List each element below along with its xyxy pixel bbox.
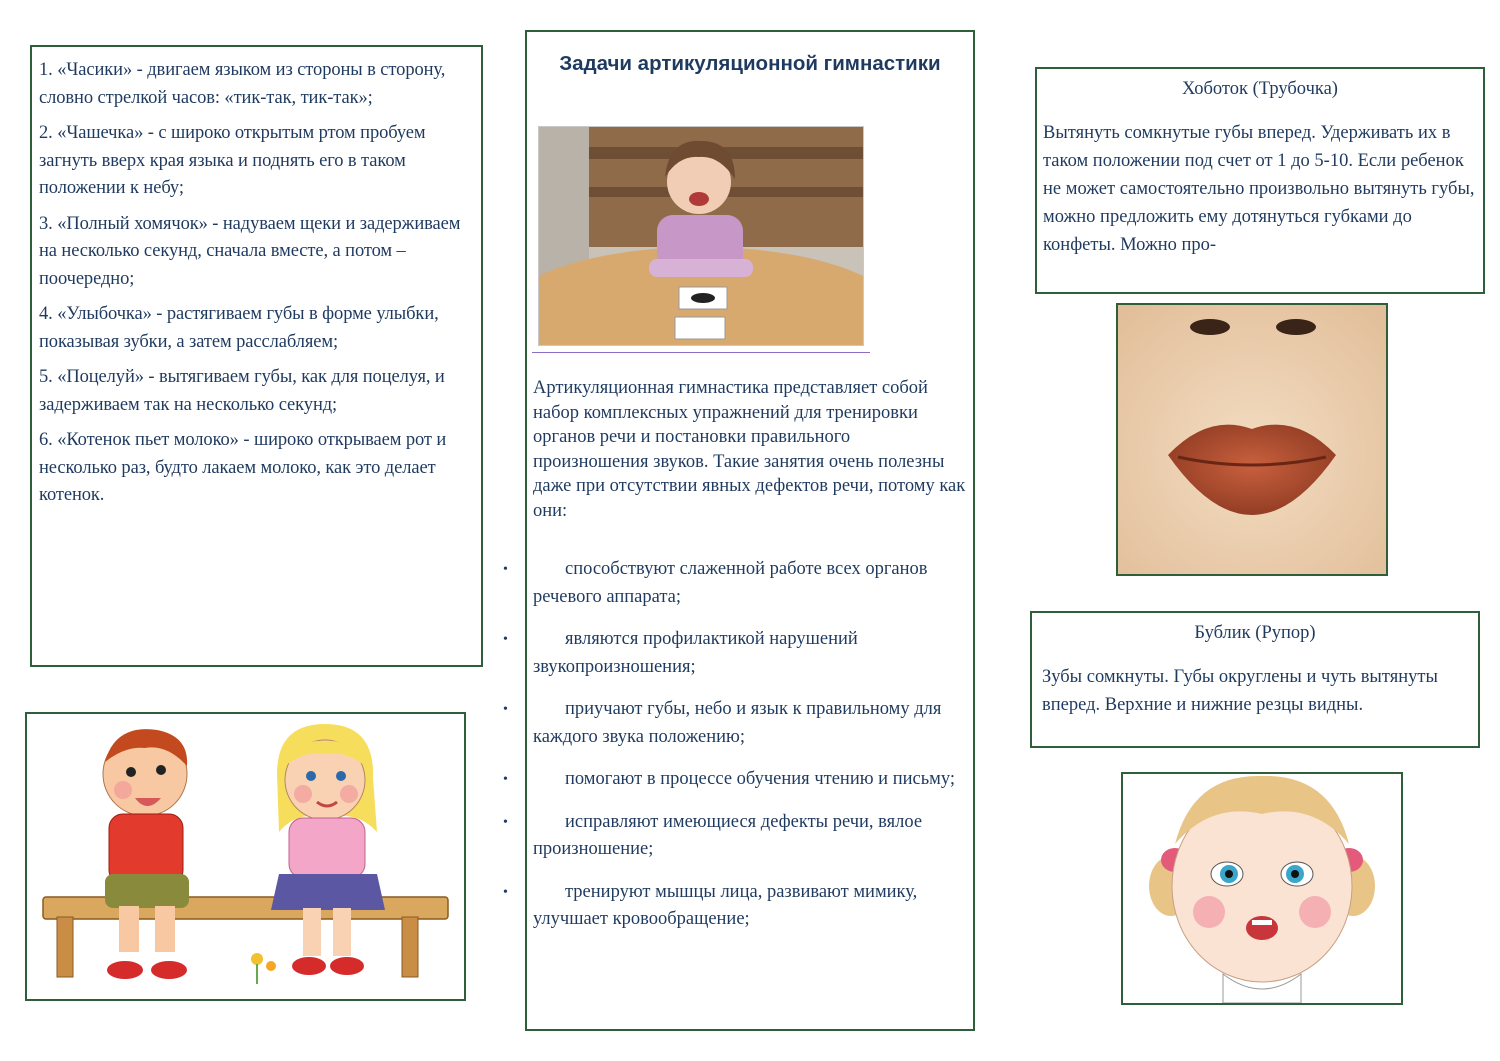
list-item: • являются профилактикой нарушений звукопроизношения; <box>533 626 969 681</box>
center-column <box>503 30 975 1031</box>
exercise-item-5: 5. «Поцелуй» - вытягиваем губы, как для поцелуя, и задерживаем так на несколько секунд; <box>39 367 445 415</box>
bullet-icon: • <box>503 632 508 647</box>
lips-photo <box>1116 303 1388 576</box>
exercise-item-2: 2. «Чашечка» - с широко открытым ртом пробуем загнуть вверх края языка и поднять его в таком положении к небу; <box>39 123 426 198</box>
bullet-icon: • <box>503 772 508 787</box>
list-item: • приучают губы, небо и язык к правильному для каждого звука положению; <box>533 696 969 751</box>
tube-text: Вытянуть сомкнутые губы вперед. Удерживать их в таком положении под счет от 1 до 5-10. Если ребенок не может самостоятельно произвольно вытянуть губы, можно предложить ему дотянуться губками до конфеты. Можно про- <box>1043 123 1475 255</box>
bullet-icon: • <box>503 702 508 717</box>
page-title: Задачи артикуляционной гимнастики <box>559 52 941 75</box>
exercises-box <box>30 45 483 667</box>
list-item: • исправляют имеющиеся дефекты речи, вялое произношение; <box>533 809 969 864</box>
bagel-text: Зубы сомкнуты. Губы округлены и чуть вытянуты вперед. Верхние и нижние резцы видны. <box>1042 667 1438 715</box>
exercise-item-3: 3. «Полный хомячок» - надуваем щеки и задерживаем на несколько секунд, сначала вместе, а потом – поочередно; <box>39 213 461 289</box>
kids-on-bench-illustration <box>25 712 466 1001</box>
exercise-item-4: 4. «Улыбочка» - растягиваем губы в форме улыбки, показывая зубки, а затем расслабляем; <box>39 304 439 352</box>
bullet-icon: • <box>503 562 508 577</box>
bagel-title: Бублик (Рупор) <box>1194 623 1316 643</box>
exercise-item-6: 6. «Котенок пьет молоко» - широко открываем рот и несколько раз, будто лакаем молоко, как это делает котенок. <box>39 430 447 505</box>
list-item: • тренируют мышцы лица, развивают мимику, улучшает кровообращение; <box>533 879 969 934</box>
tube-exercise-box <box>1035 67 1485 294</box>
bullet-icon: • <box>503 814 508 830</box>
bagel-exercise-box <box>1030 611 1480 748</box>
intro-paragraph: Артикуляционная гимнастика представляет собой набор комплексных упражнений для тренировки органов речи и постановки правильного произношения звуков. Такие занятия очень полезны даже при отсутствии явных дефектов речи, потому как они: <box>533 378 966 521</box>
girl-illustration <box>1121 772 1403 1005</box>
benefits-list <box>503 556 969 949</box>
child-photo <box>538 126 864 346</box>
divider <box>532 352 870 353</box>
list-item: • помогают в процессе обучения чтению и письму; <box>533 766 969 794</box>
exercise-item-1: 1. «Часики» - двигаем языком из стороны в сторону, словно стрелкой часов: «тик-так, тик-так»; <box>39 60 446 108</box>
bullet-icon: • <box>503 884 508 900</box>
list-item: • способствуют слаженной работе всех органов речевого аппарата; <box>533 556 969 611</box>
tube-title: Хоботок (Трубочка) <box>1182 79 1338 99</box>
